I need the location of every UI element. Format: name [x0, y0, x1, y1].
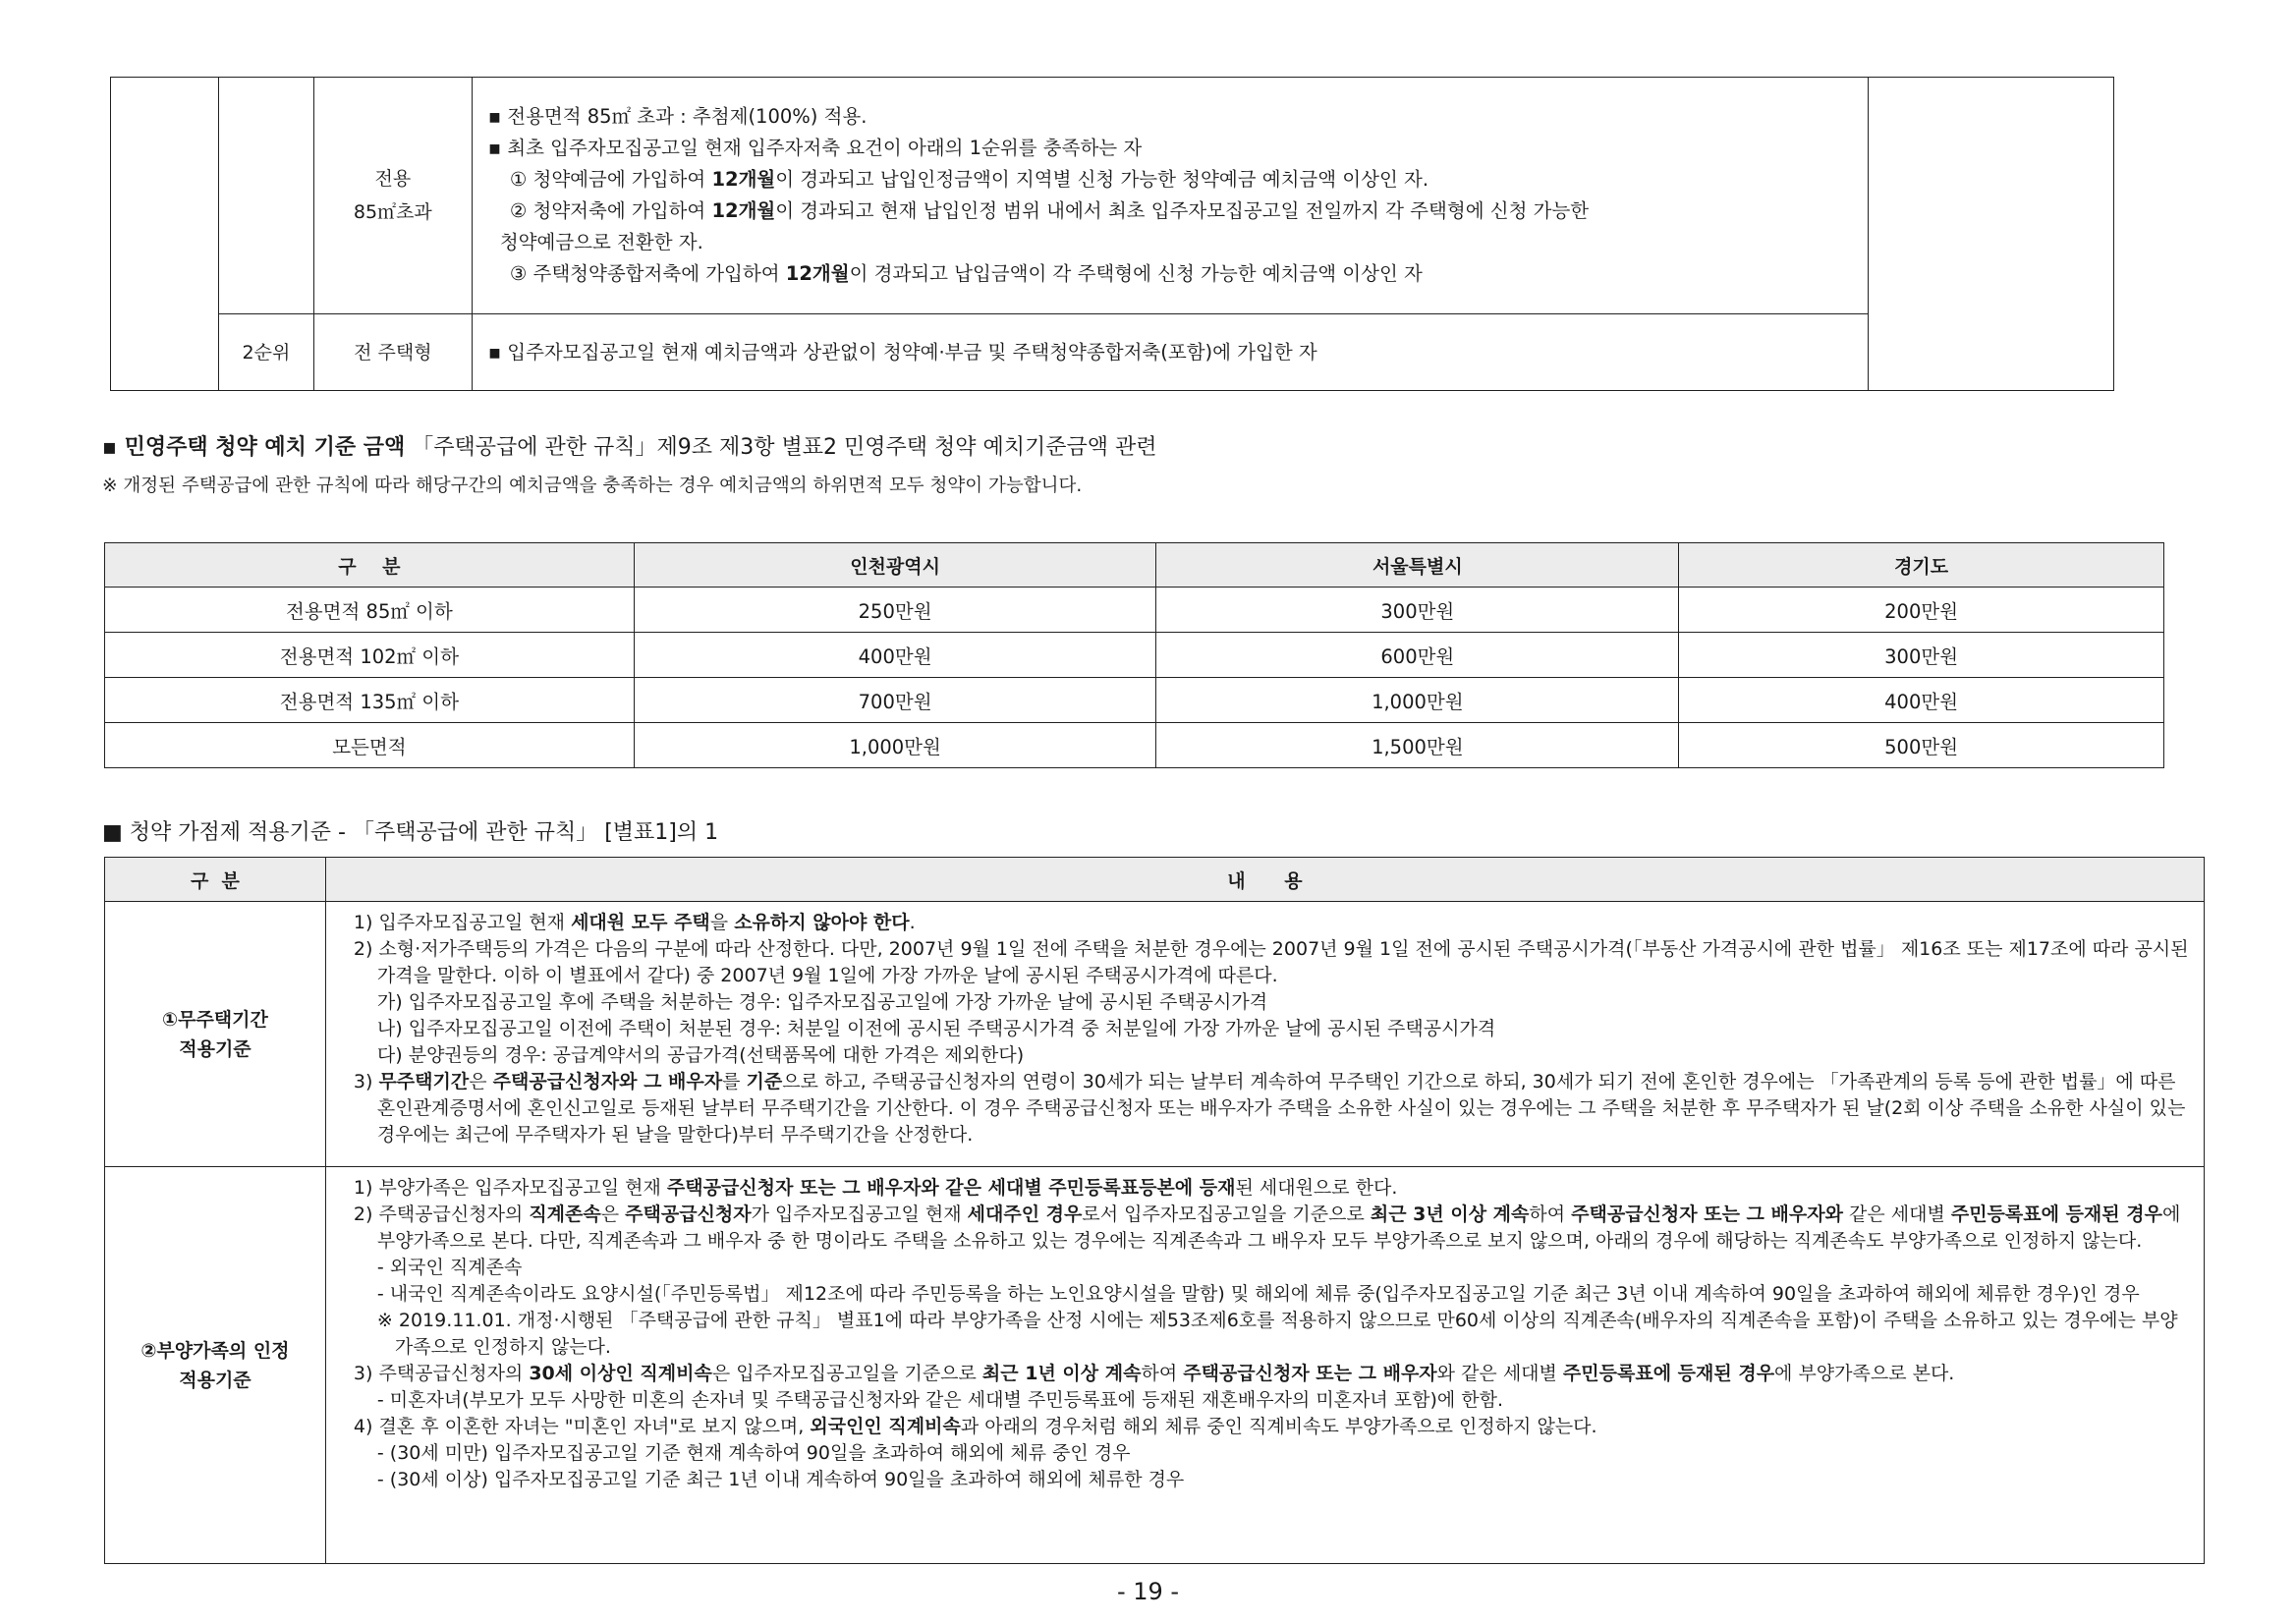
line-4: ② 청약저축에 가입하여 12개월이 경과되고 현재 납입인정 범위 내에서 최초 입주자모집공고일 전일까지 각 주택형에 신청 가능한: [509, 199, 1590, 222]
value-cell: 1,000만원: [634, 723, 1156, 768]
line-6: ③ 주택청약종합저축에 가입하여 12개월이 경과되고 납입금액이 각 주택형에 신청 가능한 예치금액 이상인 자: [509, 262, 1423, 285]
header-gyeonggi: 경기도: [1679, 543, 2164, 588]
table-row: [105, 1167, 2205, 1564]
line-2: ▪ 최초 입주자모집공고일 현재 입주자저축 요건이 아래의 1순위를 충족하는 자: [488, 133, 1856, 164]
deposit-table: [104, 542, 2164, 768]
table-row: [105, 633, 2164, 678]
point-header-row: [105, 858, 2205, 902]
value-cell: 250만원: [634, 588, 1156, 633]
deposit-title-rest: 「주택공급에 관한 규칙」제9조 제3항 별표2 민영주택 청약 예치기준금액 관련: [412, 435, 1157, 460]
value-cell: 400만원: [1679, 678, 2164, 723]
deposit-note: ※ 개정된 주택공급에 관한 규칙에 따라 해당구간의 예치금액을 충족하는 경우 예치금액의 하위면적 모두 청약이 가능합니다.: [102, 476, 1083, 496]
area-label: 전용 85㎡초과: [313, 78, 472, 314]
line-5: 청약예금으로 전환한 자.: [499, 231, 703, 253]
area-cell: 전용면적 135㎡ 이하: [105, 678, 635, 723]
blank-cell: [218, 78, 313, 314]
rank2-content: [472, 314, 1868, 391]
area-cell: 전용면적 85㎡ 이하: [105, 588, 635, 633]
area-cell: 전용면적 102㎡ 이하: [105, 633, 635, 678]
value-cell: 500만원: [1679, 723, 2164, 768]
rank-label: 2순위: [218, 314, 313, 391]
value-cell: 1,000만원: [1156, 678, 1679, 723]
deposit-title-bold: 민영주택 청약 예치 기준 금액: [124, 435, 406, 460]
blank-cell: [1869, 78, 2114, 391]
value-cell: 300만원: [1156, 588, 1679, 633]
line-1: ▪ 전용면적 85㎡ 초과 : 추첨제(100%) 적용.: [488, 101, 1856, 133]
deposit-title: ▪ 민영주택 청약 예치 기준 금액 「주택공급에 관한 규칙」제9조 제3항 별표2 민영주택 청약 예치기준금액 관련: [102, 435, 1157, 460]
value-cell: 600만원: [1156, 633, 1679, 678]
line-3: ① 청약예금에 가입하여 12개월이 경과되고 납입인정금액이 지역별 신청 가능한 청약예금 예치금액 이상인 자.: [509, 168, 1429, 191]
value-cell: 200만원: [1679, 588, 2164, 633]
header-content: 내 용: [325, 858, 2204, 902]
no-house-content: 1) 입주자모집공고일 현재 세대원 모두 주택을 소유하지 않아야 한다. 2) 소형·저가주택등의 가격은 다음의 구분에 따라 산정한다. 다만, 2007년 9월 1일 전에 주택을 처분한 경우에는 2007년 9월 1일 전에 공시된 주택공시가격(「부동산 가격공시에 관한 법률」 제16조 또는 제17조에 따라 공시된 가격을 말한다. 이하 이 별표에서 같다) 중 2007년 9월 1일에 가장 가까운 날에 공시된 주택공시가격에 따른다. 가) 입주자모집공고일 후에 주택을 처분하는 경우: 입주자모집공고일에 가장 가까운 날에 공시된 주택공시가격 나) 입주자모집공고일 이전에 주택이 처분된 경우: 처분일 이전에 공시된 주택공시가격 중 처분일에 가장 가까운 날에 공시된 주택공시가격 다) 분양권등의 경우: 공급계약서의 공급가격(선택품목에 대한 가격은 제외한다) 3) 무주택기간은 주택공급신청자와 그 배우자를 기준으로 하고, 주택공급신청자의 연령이 30세가 되는 날부터 계속하여 무주택인 기간으로 하되, 30세가 되기 전에 혼인한 경우에는 「가족관계의 등록 등에 관한 법률」에 따른 혼인관계증명서에 혼인신고일로 등재된 날부터 무주택기간을 기산한다. 이 경우 주택공급신청자 또는 배우자가 주택을 소유한 사실이 있는 경우에는 그 주택을 처분한 후 무주택자가 된 날(2회 이상 주택을 소유한 사실이 있는 경우에는 최근에 무주택자가 된 날을 말한다)부터 무주택기간을 산정한다.: [325, 902, 2204, 1167]
point-system-title: ■ 청약 가점제 적용기준 - 「주택공급에 관한 규칙」 [별표1]의 1: [102, 820, 719, 845]
point-system-table: [104, 857, 2205, 1564]
eligibility-content: [472, 78, 1868, 314]
page-number: - 19 -: [1116, 1578, 1180, 1605]
area-cell: 모든면적: [105, 723, 635, 768]
value-cell: 400만원: [634, 633, 1156, 678]
value-cell: 700만원: [634, 678, 1156, 723]
table-row: [105, 588, 2164, 633]
eligibility-table: [110, 77, 2114, 391]
deposit-header-row: [105, 543, 2164, 588]
header-category: 구 분: [105, 543, 635, 588]
value-cell: 300만원: [1679, 633, 2164, 678]
table-row: [105, 678, 2164, 723]
table-row: [105, 723, 2164, 768]
housing-type-label: 전 주택형: [313, 314, 472, 391]
header-incheon: 인천광역시: [634, 543, 1156, 588]
table-row: [105, 902, 2205, 1167]
rank2-text: ▪ 입주자모집공고일 현재 예치금액과 상관없이 청약예·부금 및 주택청약종합저축(포함)에 가입한 자: [488, 341, 1317, 364]
value-cell: 1,500만원: [1156, 723, 1679, 768]
dependents-content: 1) 부양가족은 입주자모집공고일 현재 주택공급신청자 또는 그 배우자와 같은 세대별 주민등록표등본에 등재된 세대원으로 한다. 2) 주택공급신청자의 직계존속은 주택공급신청자가 입주자모집공고일 현재 세대주인 경우로서 입주자모집공고일을 기준으로 최근 3년 이상 계속하여 주택공급신청자 또는 그 배우자와 같은 세대별 주민등록표에 등재된 경우에 부양가족으로 본다. 다만, 직계존속과 그 배우자 중 한 명이라도 주택을 소유하고 있는 경우에는 직계존속과 그 배우자 모두 부양가족으로 보지 않으며, 아래의 경우에 해당하는 직계존속도 부양가족으로 인정하지 않는다. - 외국인 직계존속 - 내국인 직계존속이라도 요양시설(「주민등록법」 제12조에 따라 주민등록을 하는 노인요양시설을 말함) 및 해외에 체류 중(입주자모집공고일 기준 최근 3년 이내 계속하여 90일을 초과하여 해외에 체류한 경우)인 경우 ※ 2019.11.01. 개정·시행된 「주택공급에 관한 규칙」 별표1에 따라 부양가족을 산정 시에는 제53조제6호를 적용하지 않으므로 만60세 이상의 직계존속(배우자의 직계존속을 포함)이 주택을 소유하고 있는 경우에는 부양가족으로 인정하지 않는다. 3) 주택공급신청자의 30세 이상인 직계비속은 입주자모집공고일을 기준으로 최근 1년 이상 계속하여 주택공급신청자 또는 그 배우자와 같은 세대별 주민등록표에 등재된 경우에 부양가족으로 본다. - 미혼자녀(부모가 모두 사망한 미혼의 손자녀 및 주택공급신청자와 같은 세대별 주민등록표에 등재된 재혼배우자의 미혼자녀 포함)에 한함. 4) 결혼 후 이혼한 자녀는 "미혼인 자녀"로 보지 않으며, 외국인인 직계비속과 아래의 경우처럼 해외 체류 중인 직계비속도 부양가족으로 인정하지 않는다. - (30세 미만) 입주자모집공고일 기준 현재 계속하여 90일을 초과하여 해외에 체류 중인 경우 - (30세 이상) 입주자모집공고일 기준 최근 1년 이내 계속하여 90일을 초과하여 해외에 체류한 경우: [325, 1167, 2204, 1564]
dependents-label: ②부양가족의 인정 적용기준: [105, 1167, 326, 1564]
header-seoul: 서울특별시: [1156, 543, 1679, 588]
header-category: 구 분: [105, 858, 326, 902]
no-house-label: ①무주택기간 적용기준: [105, 902, 326, 1167]
blank-cell: [111, 78, 219, 391]
